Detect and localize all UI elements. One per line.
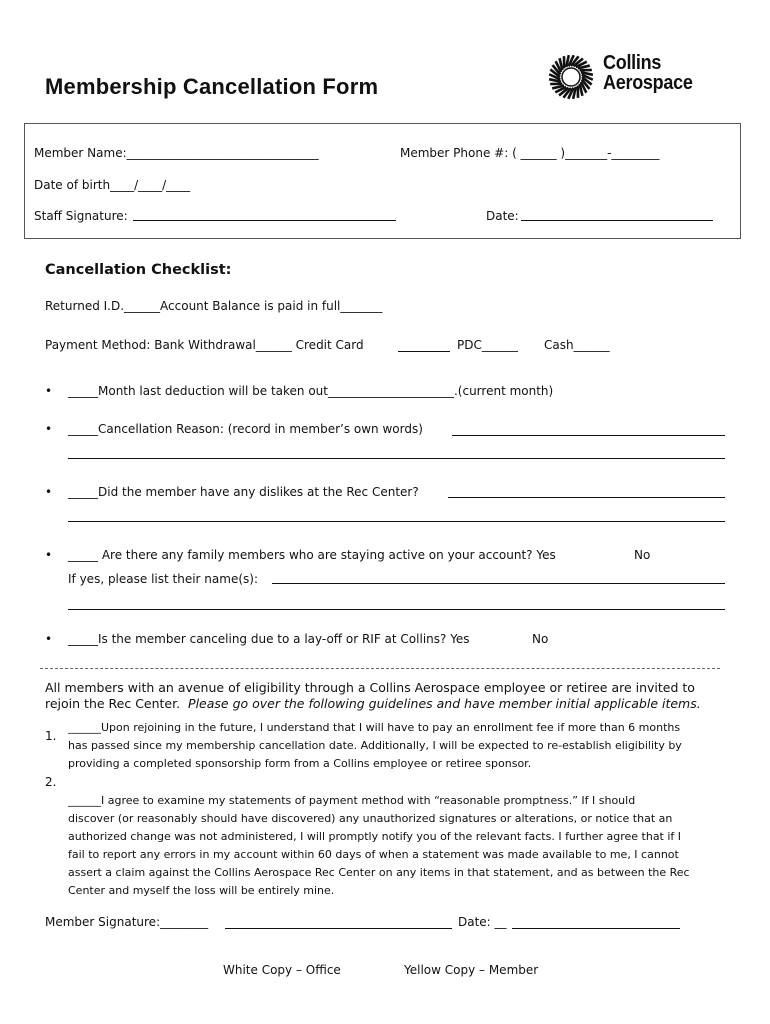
- item-number-2: 2.: [45, 775, 57, 789]
- layoff-no-option[interactable]: No: [532, 632, 549, 646]
- bullet: •: [45, 384, 53, 398]
- rejoin-item2-line5: assert a claim against the Collins Aerospace Rec Center on any items in that statement, and as between the Rec: [68, 866, 690, 879]
- rejoin-item2-line1[interactable]: ______I agree to examine my statements of payment method with “reasonable promptness.” If I should: [68, 794, 636, 807]
- member-signature-line[interactable]: [225, 928, 452, 929]
- rejoin-item1-line1[interactable]: ______Upon rejoining in the future, I understand that I will have to pay an enrollment fee if more than 6 months: [68, 721, 681, 734]
- family-names-line-1[interactable]: [272, 583, 725, 584]
- pdc-field[interactable]: PDC______: [457, 338, 518, 352]
- yellow-copy-note: Yellow Copy – Member: [404, 963, 539, 977]
- member-date-label: Date: __: [458, 915, 507, 929]
- logo-line-2: Aerospace: [603, 72, 693, 94]
- rejoin-item2-line6: Center and myself the loss will be entirely mine.: [68, 884, 335, 897]
- reason-line-2[interactable]: [68, 458, 725, 459]
- rejoin-item2-line2: discover (or reasonably should have discovered) any unauthorized signatures or alterations, or notice that an: [68, 812, 673, 825]
- member-signature-label: Member Signature:________: [45, 915, 209, 929]
- logo-line-1: Collins: [603, 52, 662, 74]
- cancellation-reason-item[interactable]: _____Cancellation Reason: (record in member’s own words): [68, 422, 423, 436]
- page-title: Membership Cancellation Form: [45, 74, 379, 99]
- month-deduction-item[interactable]: _____Month last deduction will be taken out_____________________.(current month): [68, 384, 554, 398]
- family-names-line-2[interactable]: [68, 609, 725, 610]
- rejoin-instructions: Please go over the following guidelines and have member initial applicable items.: [188, 696, 701, 711]
- item-number-1: 1.: [45, 729, 57, 743]
- bullet: •: [45, 485, 53, 499]
- dislikes-line-1[interactable]: [448, 497, 725, 498]
- rejoin-item2-line4: fail to report any errors in my account within 60 days of when a statement was made available to me, I cannot: [68, 848, 679, 861]
- collins-aerospace-logo: [545, 53, 715, 101]
- family-no-option[interactable]: No: [634, 548, 651, 562]
- staff-date-label: Date:: [486, 209, 519, 223]
- rejoin-item2-line3: authorized change was not administered, I will promptly notify you of the relevant facts. I further agree that if I: [68, 830, 682, 843]
- member-name-field[interactable]: Member Name:________________________________: [34, 146, 319, 160]
- checklist-heading: Cancellation Checklist:: [45, 262, 232, 278]
- staff-signature-line[interactable]: [133, 220, 396, 221]
- rejoin-intro-line-2: [45, 696, 701, 711]
- white-copy-note: White Copy – Office: [223, 963, 341, 977]
- member-date-line[interactable]: [512, 928, 680, 929]
- rejoin-item1-line3: providing a completed sponsorship form from a Collins employee or retiree sponsor.: [68, 757, 532, 770]
- dislikes-item[interactable]: _____Did the member have any dislikes at the Rec Center?: [68, 485, 419, 499]
- member-phone-field[interactable]: Member Phone #: ( ______ )_______-________: [400, 146, 660, 160]
- cash-field[interactable]: Cash______: [544, 338, 610, 352]
- payment-method-line[interactable]: Payment Method: Bank Withdrawal______ Credit Card: [45, 338, 364, 352]
- bullet: •: [45, 548, 53, 562]
- sunburst-icon: [545, 53, 599, 101]
- section-divider: [40, 668, 720, 669]
- rejoin-item1-line2: has passed since my membership cancellation date. Additionally, I will be expected to re-establish eligibility by: [68, 739, 682, 752]
- date-of-birth-field[interactable]: Date of birth____/____/____: [34, 178, 191, 192]
- staff-signature-label: Staff Signature:: [34, 209, 128, 223]
- returned-id-line[interactable]: Returned I.D.______Account Balance is paid in full_______: [45, 299, 383, 313]
- bullet: •: [45, 422, 53, 436]
- family-members-item[interactable]: _____ Are there any family members who are staying active on your account? Yes: [68, 548, 556, 562]
- reason-line-1[interactable]: [452, 435, 725, 436]
- credit-card-line[interactable]: [398, 351, 450, 352]
- staff-date-line[interactable]: [521, 220, 713, 221]
- rejoin-intro-text: rejoin the Rec Center.: [45, 696, 181, 711]
- family-names-label: If yes, please list their name(s):: [68, 572, 258, 586]
- layoff-item[interactable]: _____Is the member canceling due to a lay-off or RIF at Collins? Yes: [68, 632, 470, 646]
- bullet: •: [45, 632, 53, 646]
- rejoin-intro-line-1: All members with an avenue of eligibility through a Collins Aerospace employee or retiree are invited to: [45, 680, 695, 695]
- dislikes-line-2[interactable]: [68, 521, 725, 522]
